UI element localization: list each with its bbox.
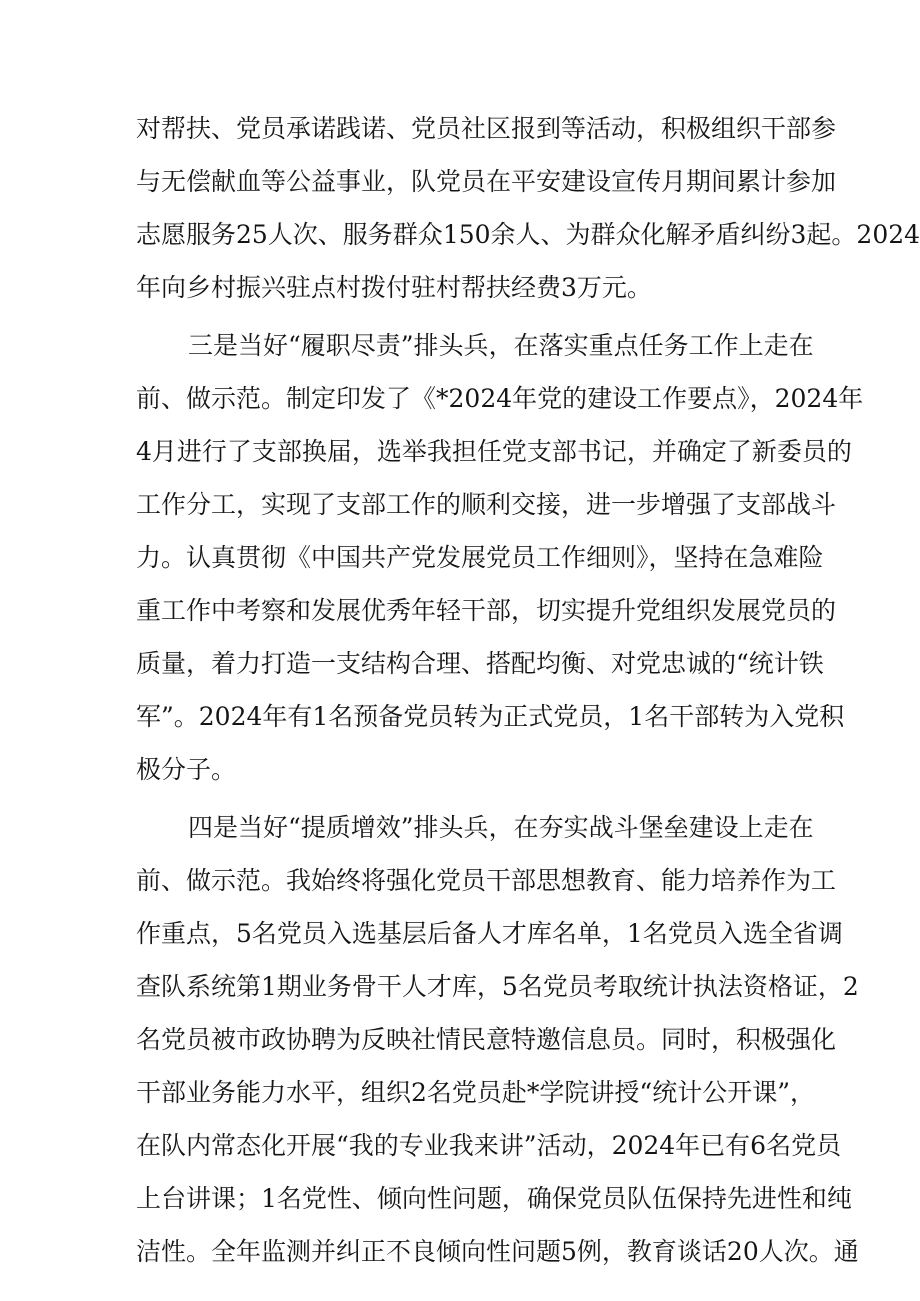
paragraph-3-line-9: 洁性。全年监测并纠正不良倾向性问题5例，教育谈话20人次。通 (136, 1237, 859, 1266)
paragraph-2-line-5: 力。认真贯彻《中国共产党发展党员工作细则》，坚持在急难险 (136, 543, 824, 572)
paragraph-3-line-4: 查队系统第1期业务骨干人才库，5名党员考取统计执法资格证，2 (136, 972, 859, 1001)
paragraph-2-line-9: 极分子。 (136, 755, 237, 784)
paragraph-2-line-7: 质量，着力打造一支结构合理、搭配均衡、对党忠诚的“统计铁 (136, 649, 824, 678)
paragraph-3-line-8: 上台讲课；1名党性、倾向性问题，确保党员队伍保持先进性和纯 (136, 1184, 852, 1213)
paragraph-1-line-2: 与无偿献血等公益事业，队党员在平安建设宣传月期间累计参加 (136, 167, 837, 196)
paragraph-2-line-6: 重工作中考察和发展优秀年轻干部，切实提升党组织发展党员的 (136, 596, 837, 625)
paragraph-2-line-4: 工作分工，实现了支部工作的顺利交接，进一步增强了支部战斗 (136, 490, 837, 519)
paragraph-2-line-8: 军”。2024年有1名预备党员转为正式党员，1名干部转为入党积 (136, 702, 845, 731)
paragraph-2-line-2: 前、做示范。制定印发了《*2024年党的建设工作要点》，2024年 (136, 384, 864, 413)
paragraph-3-line-2: 前、做示范。我始终将强化党员干部思想教育、能力培养作为工 (136, 866, 837, 895)
paragraph-3-line-6: 干部业务能力水平，组织2名党员赴*学院讲授“统计公开课”， (136, 1078, 815, 1107)
paragraph-1-line-1: 对帮扶、党员承诺践诺、党员社区报到等活动，积极组织干部参 (136, 114, 837, 143)
paragraph-3-line-3: 作重点，5名党员入选基层后备人才库名单，1名党员入选全省调 (136, 919, 843, 948)
paragraph-1-line-4: 年向乡村振兴驻点村拨付驻村帮扶经费3万元。 (136, 273, 652, 302)
paragraph-2-line-3: 4月进行了支部换届，选举我担任党支部书记，并确定了新委员的 (136, 437, 852, 466)
paragraph-3-line-7: 在队内常态化开展“我的专业我来讲”活动，2024年已有6名党员 (136, 1131, 842, 1160)
paragraph-3-line-1: 四是当好“提质增效”排头兵，在夯实战斗堡垒建设上走在 (188, 813, 814, 842)
paragraph-1-line-3: 志愿服务25人次、服务群众150余人、为群众化解矛盾纠纷3起。2024 (136, 220, 920, 249)
paragraph-2-line-1: 三是当好“履职尽责”排头兵，在落实重点任务工作上走在 (188, 331, 814, 360)
paragraph-3-line-5: 名党员被市政协聘为反映社情民意特邀信息员。同时，积极强化 (136, 1025, 837, 1054)
